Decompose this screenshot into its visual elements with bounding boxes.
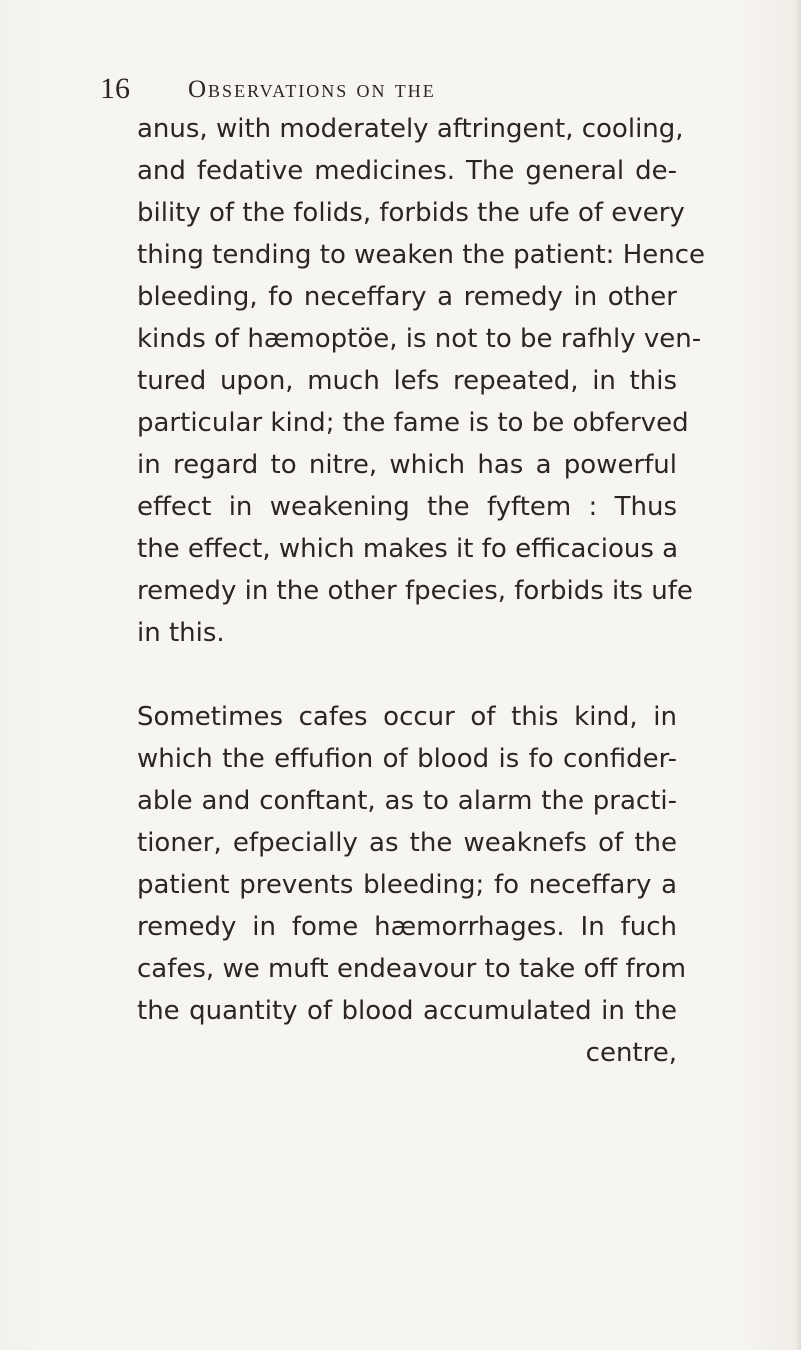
text-line: bility of the folids, forbids the ufe of every: [137, 198, 685, 228]
text-line: and fedative medicines. The general de-: [137, 156, 677, 186]
catchword: centre,: [585, 1038, 677, 1068]
text-line: in regard to nitre, which has a powerful: [137, 450, 677, 480]
page-number: 16: [100, 72, 130, 105]
text-line: thing tending to weaken the patient: Hence: [137, 240, 706, 270]
text-line: effect in weakening the fyftem : Thus: [137, 492, 677, 522]
page-header: [100, 72, 620, 112]
text-line: kinds of hæmoptöe, is not to be rafhly ven-: [137, 324, 702, 354]
paragraph-1: [137, 108, 706, 654]
text-line: the effect, which makes it fo efficacious a: [137, 534, 679, 564]
text-line: Sometimes cafes occur of this kind, in: [137, 702, 677, 732]
text-line: tioner, efpecially as the weaknefs of the: [137, 828, 677, 858]
text-line: patient prevents bleeding; fo neceffary a: [137, 870, 677, 900]
text-line: anus, with moderately aftringent, cooling,: [137, 114, 684, 144]
text-line: the quantity of blood accumulated in the: [137, 996, 677, 1026]
text-line: which the effufion of blood is fo confider-: [137, 744, 677, 774]
text-line: in this.: [137, 618, 225, 648]
text-line: particular kind; the fame is to be obferved: [137, 408, 689, 438]
running-head: Observations on the: [188, 76, 436, 103]
text-line: tured upon, much lefs repeated, in this: [137, 366, 677, 396]
paragraph-spacer: [137, 654, 677, 696]
text-line: able and conftant, as to alarm the practi-: [137, 786, 677, 816]
text-line: remedy in the other fpecies, forbids its ufe: [137, 576, 693, 606]
paragraph-2: [137, 696, 687, 1032]
body-text: [137, 108, 706, 1074]
text-line: cafes, we muft endeavour to take off from: [137, 954, 687, 984]
text-line: remedy in fome hæmorrhages. In fuch: [137, 912, 677, 942]
text-line: bleeding, fo neceffary a remedy in other: [137, 282, 677, 312]
page-edge-shadow: [795, 0, 801, 1350]
